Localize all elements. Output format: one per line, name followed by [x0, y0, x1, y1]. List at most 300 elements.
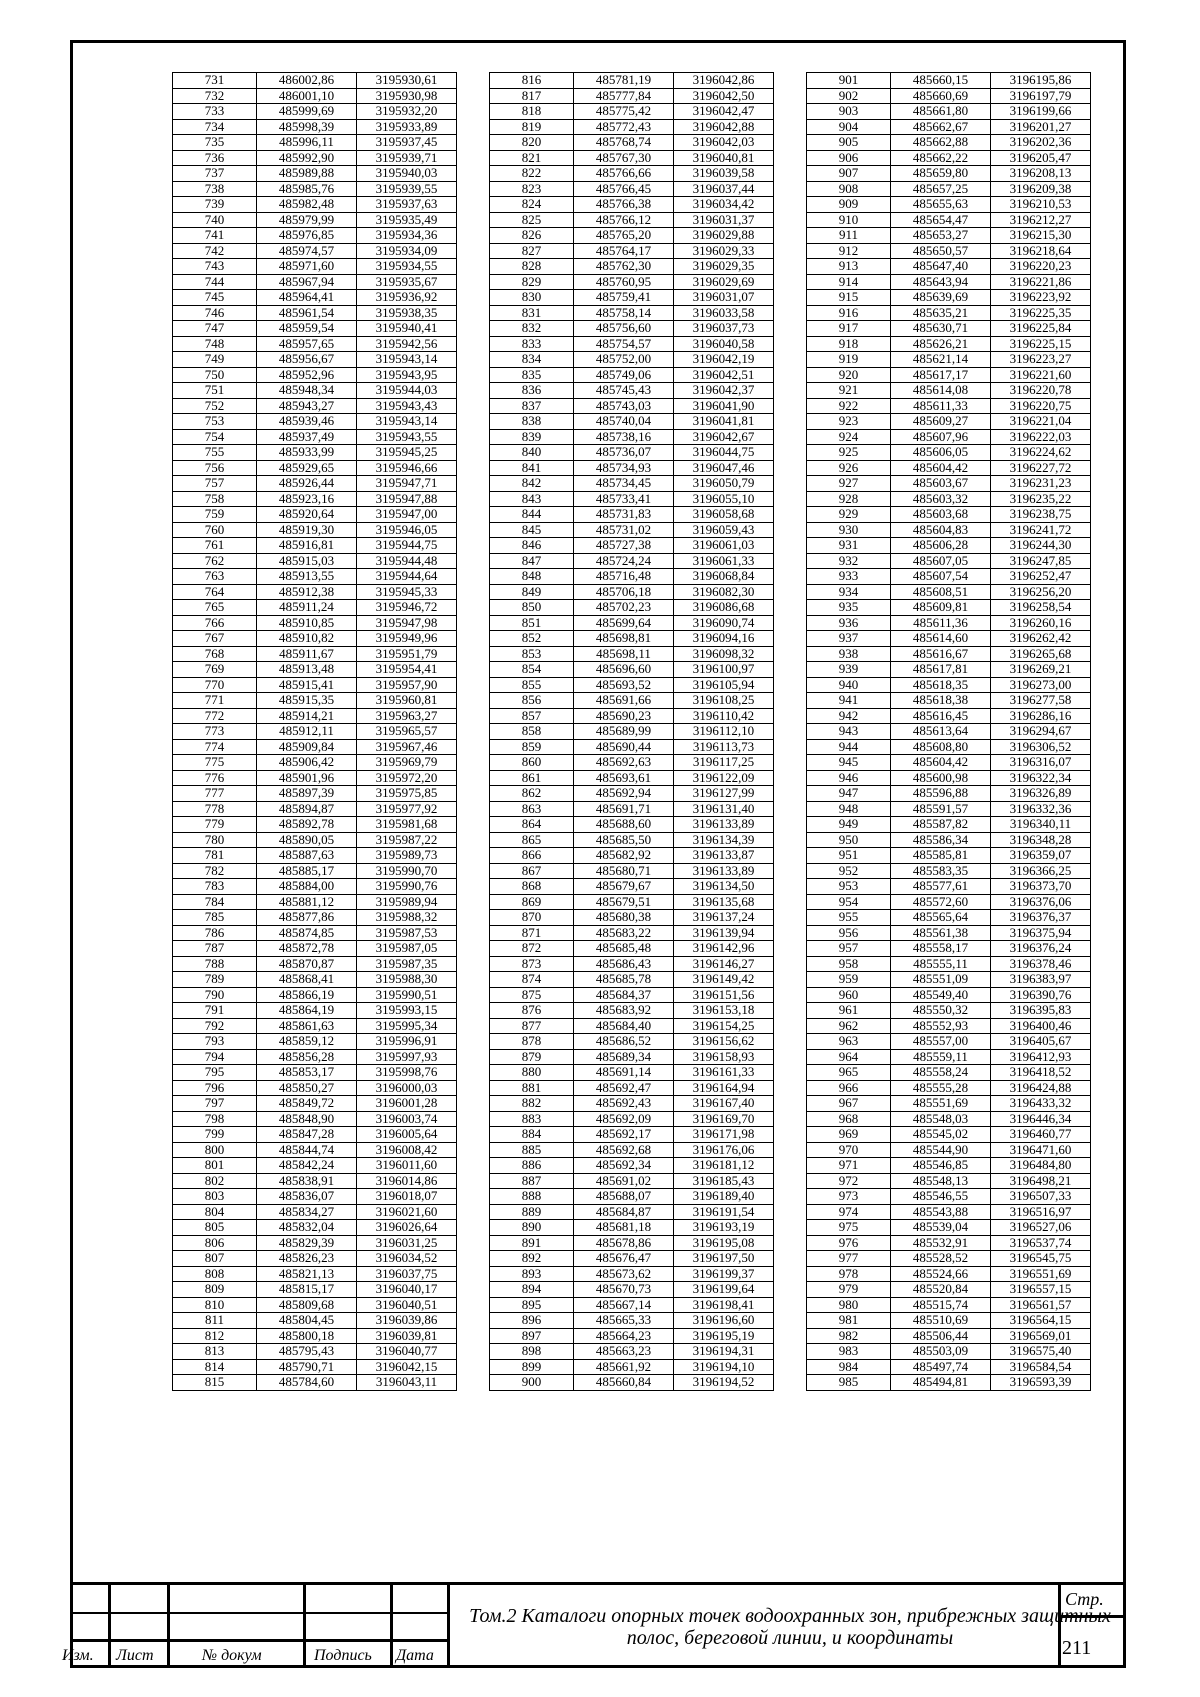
y-coordinate-cell: 3196042,51: [674, 367, 774, 383]
point-number-cell: 808: [173, 1266, 257, 1282]
table-row: [490, 321, 774, 337]
point-number-cell: 859: [490, 739, 574, 755]
y-coordinate-cell: 3196557,15: [991, 1282, 1091, 1298]
x-coordinate-cell: 485982,48: [257, 197, 357, 213]
y-coordinate-cell: 3195940,03: [357, 166, 457, 182]
y-coordinate-cell: 3196446,34: [991, 1111, 1091, 1127]
point-number-cell: 769: [173, 662, 257, 678]
x-coordinate-cell: 485630,71: [891, 321, 991, 337]
point-number-cell: 857: [490, 708, 574, 724]
point-number-cell: 872: [490, 941, 574, 957]
x-coordinate-cell: 485692,63: [574, 755, 674, 771]
y-coordinate-cell: 3196247,85: [991, 553, 1091, 569]
y-coordinate-cell: 3196142,96: [674, 941, 774, 957]
x-coordinate-cell: 485974,57: [257, 243, 357, 259]
table-row: [490, 274, 774, 290]
point-number-cell: 787: [173, 941, 257, 957]
x-coordinate-cell: 485692,34: [574, 1158, 674, 1174]
x-coordinate-cell: 485706,18: [574, 584, 674, 600]
point-number-cell: 896: [490, 1313, 574, 1329]
table-row: [173, 228, 457, 244]
table-row: [807, 197, 1091, 213]
point-number-cell: 899: [490, 1359, 574, 1375]
table-row: [807, 600, 1091, 616]
point-number-cell: 941: [807, 693, 891, 709]
x-coordinate-cell: 485577,61: [891, 879, 991, 895]
y-coordinate-cell: 3196094,16: [674, 631, 774, 647]
y-coordinate-cell: 3196001,28: [357, 1096, 457, 1112]
point-number-cell: 731: [173, 73, 257, 89]
x-coordinate-cell: 485826,23: [257, 1251, 357, 1267]
y-coordinate-cell: 3196221,04: [991, 414, 1091, 430]
x-coordinate-cell: 485532,91: [891, 1235, 991, 1251]
point-number-cell: 948: [807, 801, 891, 817]
y-coordinate-cell: 3196040,77: [357, 1344, 457, 1360]
y-coordinate-cell: 3196241,72: [991, 522, 1091, 538]
point-number-cell: 819: [490, 119, 574, 135]
x-coordinate-cell: 485754,57: [574, 336, 674, 352]
x-coordinate-cell: 485734,93: [574, 460, 674, 476]
x-coordinate-cell: 485684,40: [574, 1018, 674, 1034]
point-number-cell: 890: [490, 1220, 574, 1236]
x-coordinate-cell: 485653,27: [891, 228, 991, 244]
table-row: [173, 987, 457, 1003]
y-coordinate-cell: 3196161,33: [674, 1065, 774, 1081]
x-coordinate-cell: 485662,67: [891, 119, 991, 135]
table-row: [173, 584, 457, 600]
x-coordinate-cell: 485699,64: [574, 615, 674, 631]
table-row: [173, 491, 457, 507]
table-row: [490, 476, 774, 492]
point-number-cell: 806: [173, 1235, 257, 1251]
y-coordinate-cell: 3196042,37: [674, 383, 774, 399]
y-coordinate-cell: 3196223,27: [991, 352, 1091, 368]
point-number-cell: 747: [173, 321, 257, 337]
table-row: [807, 367, 1091, 383]
table-row: [490, 631, 774, 647]
table-row: [807, 476, 1091, 492]
table-row: [173, 1065, 457, 1081]
table-row: [807, 150, 1091, 166]
point-number-cell: 852: [490, 631, 574, 647]
x-coordinate-cell: 485915,41: [257, 677, 357, 693]
y-coordinate-cell: 3196033,58: [674, 305, 774, 321]
x-coordinate-cell: 485859,12: [257, 1034, 357, 1050]
y-coordinate-cell: 3196039,81: [357, 1328, 457, 1344]
point-number-cell: 984: [807, 1359, 891, 1375]
point-number-cell: 908: [807, 181, 891, 197]
x-coordinate-cell: 485853,17: [257, 1065, 357, 1081]
x-coordinate-cell: 485959,54: [257, 321, 357, 337]
point-number-cell: 770: [173, 677, 257, 693]
point-number-cell: 923: [807, 414, 891, 430]
x-coordinate-cell: 485680,38: [574, 910, 674, 926]
table-row: [173, 956, 457, 972]
point-number-cell: 756: [173, 460, 257, 476]
x-coordinate-cell: 485608,51: [891, 584, 991, 600]
x-coordinate-cell: 485767,30: [574, 150, 674, 166]
table-row: [173, 1328, 457, 1344]
y-coordinate-cell: 3196238,75: [991, 507, 1091, 523]
x-coordinate-cell: 485561,38: [891, 925, 991, 941]
y-coordinate-cell: 3195990,51: [357, 987, 457, 1003]
point-number-cell: 921: [807, 383, 891, 399]
table-row: [807, 1189, 1091, 1205]
y-coordinate-cell: 3196220,75: [991, 398, 1091, 414]
point-number-cell: 912: [807, 243, 891, 259]
y-coordinate-cell: 3195987,05: [357, 941, 457, 957]
x-coordinate-cell: 485847,28: [257, 1127, 357, 1143]
table-row: [173, 1297, 457, 1313]
x-coordinate-cell: 485497,74: [891, 1359, 991, 1375]
y-coordinate-cell: 3196359,07: [991, 848, 1091, 864]
x-coordinate-cell: 485692,94: [574, 786, 674, 802]
table-row: [490, 1235, 774, 1251]
y-coordinate-cell: 3196169,70: [674, 1111, 774, 1127]
point-number-cell: 969: [807, 1127, 891, 1143]
table-row: [807, 321, 1091, 337]
x-coordinate-cell: 485910,85: [257, 615, 357, 631]
y-coordinate-cell: 3196376,24: [991, 941, 1091, 957]
y-coordinate-cell: 3196265,68: [991, 646, 1091, 662]
point-number-cell: 914: [807, 274, 891, 290]
table-row: [807, 1251, 1091, 1267]
point-number-cell: 966: [807, 1080, 891, 1096]
point-number-cell: 796: [173, 1080, 257, 1096]
x-coordinate-cell: 485626,21: [891, 336, 991, 352]
x-coordinate-cell: 485586,34: [891, 832, 991, 848]
x-coordinate-cell: 485897,39: [257, 786, 357, 802]
point-number-cell: 970: [807, 1142, 891, 1158]
x-coordinate-cell: 485539,04: [891, 1220, 991, 1236]
y-coordinate-cell: 3196153,18: [674, 1003, 774, 1019]
x-coordinate-cell: 485617,17: [891, 367, 991, 383]
table-row: [173, 1096, 457, 1112]
y-coordinate-cell: 3196133,89: [674, 863, 774, 879]
y-coordinate-cell: 3195944,75: [357, 538, 457, 554]
y-coordinate-cell: 3196059,43: [674, 522, 774, 538]
table-row: [173, 972, 457, 988]
y-coordinate-cell: 3196564,15: [991, 1313, 1091, 1329]
x-coordinate-cell: 485558,24: [891, 1065, 991, 1081]
x-coordinate-cell: 486001,10: [257, 88, 357, 104]
x-coordinate-cell: 485693,61: [574, 770, 674, 786]
y-coordinate-cell: 3195989,73: [357, 848, 457, 864]
point-number-cell: 839: [490, 429, 574, 445]
point-number-cell: 837: [490, 398, 574, 414]
y-coordinate-cell: 3196105,94: [674, 677, 774, 693]
point-number-cell: 848: [490, 569, 574, 585]
x-coordinate-cell: 485691,02: [574, 1173, 674, 1189]
table-row: [490, 863, 774, 879]
x-coordinate-cell: 485989,88: [257, 166, 357, 182]
point-number-cell: 832: [490, 321, 574, 337]
x-coordinate-cell: 485621,14: [891, 352, 991, 368]
point-number-cell: 735: [173, 135, 257, 151]
x-coordinate-cell: 485693,52: [574, 677, 674, 693]
x-coordinate-cell: 485909,84: [257, 739, 357, 755]
x-coordinate-cell: 485690,44: [574, 739, 674, 755]
table-row: [807, 677, 1091, 693]
point-number-cell: 775: [173, 755, 257, 771]
x-coordinate-cell: 485691,66: [574, 693, 674, 709]
point-number-cell: 845: [490, 522, 574, 538]
point-number-cell: 877: [490, 1018, 574, 1034]
table-row: [173, 1282, 457, 1298]
point-number-cell: 844: [490, 507, 574, 523]
table-row: [490, 1096, 774, 1112]
y-coordinate-cell: 3196201,27: [991, 119, 1091, 135]
y-coordinate-cell: 3196042,86: [674, 73, 774, 89]
table-row: [173, 941, 457, 957]
y-coordinate-cell: 3196061,03: [674, 538, 774, 554]
point-number-cell: 736: [173, 150, 257, 166]
point-number-cell: 732: [173, 88, 257, 104]
x-coordinate-cell: 485885,17: [257, 863, 357, 879]
table-row: [173, 1018, 457, 1034]
x-coordinate-cell: 485591,57: [891, 801, 991, 817]
point-number-cell: 823: [490, 181, 574, 197]
y-coordinate-cell: 3196185,43: [674, 1173, 774, 1189]
table-row: [173, 259, 457, 275]
table-row: [490, 305, 774, 321]
y-coordinate-cell: 3196026,64: [357, 1220, 457, 1236]
y-coordinate-cell: 3196047,46: [674, 460, 774, 476]
y-coordinate-cell: 3196375,94: [991, 925, 1091, 941]
point-number-cell: 772: [173, 708, 257, 724]
x-coordinate-cell: 485607,54: [891, 569, 991, 585]
table-row: [490, 987, 774, 1003]
table-row: [173, 569, 457, 585]
y-coordinate-cell: 3196018,07: [357, 1189, 457, 1205]
page-label: Стр.: [1065, 1589, 1104, 1609]
y-coordinate-cell: 3196460,77: [991, 1127, 1091, 1143]
point-number-cell: 763: [173, 569, 257, 585]
x-coordinate-cell: 485738,16: [574, 429, 674, 445]
x-coordinate-cell: 485999,69: [257, 104, 357, 120]
signature-label: Подпись: [314, 1647, 372, 1664]
point-number-cell: 932: [807, 553, 891, 569]
x-coordinate-cell: 485874,85: [257, 925, 357, 941]
point-number-cell: 835: [490, 367, 574, 383]
x-coordinate-cell: 485933,99: [257, 445, 357, 461]
x-coordinate-cell: 485557,00: [891, 1034, 991, 1050]
x-coordinate-cell: 485494,81: [891, 1375, 991, 1391]
title-block: [62, 1585, 1126, 1668]
table-row: [490, 538, 774, 554]
x-coordinate-cell: 485549,40: [891, 987, 991, 1003]
table-row: [490, 166, 774, 182]
table-row: [173, 290, 457, 306]
x-coordinate-cell: 485964,41: [257, 290, 357, 306]
x-coordinate-cell: 485543,88: [891, 1204, 991, 1220]
y-coordinate-cell: 3195951,79: [357, 646, 457, 662]
x-coordinate-cell: 485913,55: [257, 569, 357, 585]
point-number-cell: 858: [490, 724, 574, 740]
table-row: [173, 1034, 457, 1050]
point-number-cell: 888: [490, 1189, 574, 1205]
x-coordinate-cell: 485765,20: [574, 228, 674, 244]
table-row: [807, 1235, 1091, 1251]
x-coordinate-cell: 485759,41: [574, 290, 674, 306]
table-row: [490, 553, 774, 569]
y-coordinate-cell: 3196158,93: [674, 1049, 774, 1065]
y-coordinate-cell: 3196098,32: [674, 646, 774, 662]
point-number-cell: 829: [490, 274, 574, 290]
table-row: [173, 1142, 457, 1158]
x-coordinate-cell: 485844,74: [257, 1142, 357, 1158]
y-coordinate-cell: 3195943,14: [357, 352, 457, 368]
table-row: [173, 832, 457, 848]
y-coordinate-cell: 3196029,35: [674, 259, 774, 275]
y-coordinate-cell: 3196252,47: [991, 569, 1091, 585]
point-number-cell: 760: [173, 522, 257, 538]
table-row: [490, 1220, 774, 1236]
y-coordinate-cell: 3195987,35: [357, 956, 457, 972]
table-row: [173, 1049, 457, 1065]
y-coordinate-cell: 3196471,60: [991, 1142, 1091, 1158]
x-coordinate-cell: 485766,12: [574, 212, 674, 228]
x-coordinate-cell: 485956,67: [257, 352, 357, 368]
point-number-cell: 880: [490, 1065, 574, 1081]
table-row: [807, 1220, 1091, 1236]
table-row: [807, 1034, 1091, 1050]
point-number-cell: 762: [173, 553, 257, 569]
table-row: [807, 522, 1091, 538]
y-coordinate-cell: 3196366,25: [991, 863, 1091, 879]
y-coordinate-cell: 3196171,98: [674, 1127, 774, 1143]
x-coordinate-cell: 485572,60: [891, 894, 991, 910]
point-number-cell: 951: [807, 848, 891, 864]
x-coordinate-cell: 485912,11: [257, 724, 357, 740]
table-row: [173, 646, 457, 662]
y-coordinate-cell: 3196260,16: [991, 615, 1091, 631]
x-coordinate-cell: 485661,80: [891, 104, 991, 120]
x-coordinate-cell: 485552,93: [891, 1018, 991, 1034]
sheet-label: Лист: [116, 1647, 154, 1664]
x-coordinate-cell: 485583,35: [891, 863, 991, 879]
x-coordinate-cell: 485762,30: [574, 259, 674, 275]
table-row: [173, 631, 457, 647]
table-row: [173, 274, 457, 290]
y-coordinate-cell: 3195945,33: [357, 584, 457, 600]
point-number-cell: 949: [807, 817, 891, 833]
y-coordinate-cell: 3195943,43: [357, 398, 457, 414]
x-coordinate-cell: 485686,52: [574, 1034, 674, 1050]
y-coordinate-cell: 3196221,86: [991, 274, 1091, 290]
table-row: [490, 848, 774, 864]
table-row: [173, 848, 457, 864]
y-coordinate-cell: 3195947,71: [357, 476, 457, 492]
point-number-cell: 883: [490, 1111, 574, 1127]
x-coordinate-cell: 485689,99: [574, 724, 674, 740]
y-coordinate-cell: 3196042,88: [674, 119, 774, 135]
y-coordinate-cell: 3196021,60: [357, 1204, 457, 1220]
y-coordinate-cell: 3196205,47: [991, 150, 1091, 166]
table-row: [490, 693, 774, 709]
document-number-label: № докум: [202, 1647, 262, 1664]
table-row: [490, 104, 774, 120]
x-coordinate-cell: 485948,34: [257, 383, 357, 399]
y-coordinate-cell: 3195939,55: [357, 181, 457, 197]
x-coordinate-cell: 485665,33: [574, 1313, 674, 1329]
coordinates-table-2: [489, 72, 774, 1391]
table-row: [490, 429, 774, 445]
point-number-cell: 975: [807, 1220, 891, 1236]
y-coordinate-cell: 3196262,42: [991, 631, 1091, 647]
y-coordinate-cell: 3196215,30: [991, 228, 1091, 244]
y-coordinate-cell: 3196390,76: [991, 987, 1091, 1003]
point-number-cell: 942: [807, 708, 891, 724]
point-number-cell: 744: [173, 274, 257, 290]
x-coordinate-cell: 485548,03: [891, 1111, 991, 1127]
y-coordinate-cell: 3196055,10: [674, 491, 774, 507]
x-coordinate-cell: 485551,69: [891, 1096, 991, 1112]
point-number-cell: 958: [807, 956, 891, 972]
y-coordinate-cell: 3195930,61: [357, 73, 457, 89]
y-coordinate-cell: 3196294,67: [991, 724, 1091, 740]
y-coordinate-cell: 3196227,72: [991, 460, 1091, 476]
table-row: [490, 228, 774, 244]
point-number-cell: 963: [807, 1034, 891, 1050]
point-number-cell: 928: [807, 491, 891, 507]
table-row: [807, 166, 1091, 182]
point-number-cell: 906: [807, 150, 891, 166]
x-coordinate-cell: 485600,98: [891, 770, 991, 786]
y-coordinate-cell: 3195942,56: [357, 336, 457, 352]
x-coordinate-cell: 485617,81: [891, 662, 991, 678]
y-coordinate-cell: 3196197,79: [991, 88, 1091, 104]
table-row: [173, 817, 457, 833]
point-number-cell: 944: [807, 739, 891, 755]
table-row: [807, 972, 1091, 988]
x-coordinate-cell: 485650,57: [891, 243, 991, 259]
point-number-cell: 782: [173, 863, 257, 879]
x-coordinate-cell: 485849,72: [257, 1096, 357, 1112]
point-number-cell: 786: [173, 925, 257, 941]
point-number-cell: 860: [490, 755, 574, 771]
x-coordinate-cell: 485716,48: [574, 569, 674, 585]
y-coordinate-cell: 3196424,88: [991, 1080, 1091, 1096]
table-row: [490, 956, 774, 972]
table-row: [173, 1375, 457, 1391]
x-coordinate-cell: 485558,17: [891, 941, 991, 957]
x-coordinate-cell: 485866,19: [257, 987, 357, 1003]
point-number-cell: 911: [807, 228, 891, 244]
table-row: [807, 631, 1091, 647]
x-coordinate-cell: 485692,47: [574, 1080, 674, 1096]
y-coordinate-cell: 3195947,98: [357, 615, 457, 631]
x-coordinate-cell: 485901,96: [257, 770, 357, 786]
y-coordinate-cell: 3196034,52: [357, 1251, 457, 1267]
table-row: [807, 1204, 1091, 1220]
point-number-cell: 813: [173, 1344, 257, 1360]
table-row: [173, 1235, 457, 1251]
x-coordinate-cell: 485894,87: [257, 801, 357, 817]
x-coordinate-cell: 485685,50: [574, 832, 674, 848]
table-row: [807, 693, 1091, 709]
point-number-cell: 940: [807, 677, 891, 693]
y-coordinate-cell: 3195936,92: [357, 290, 457, 306]
point-number-cell: 828: [490, 259, 574, 275]
table-row: [490, 1065, 774, 1081]
table-row: [173, 879, 457, 895]
x-coordinate-cell: 485961,54: [257, 305, 357, 321]
y-coordinate-cell: 3196527,06: [991, 1220, 1091, 1236]
x-coordinate-cell: 485745,43: [574, 383, 674, 399]
point-number-cell: 893: [490, 1266, 574, 1282]
x-coordinate-cell: 485544,90: [891, 1142, 991, 1158]
